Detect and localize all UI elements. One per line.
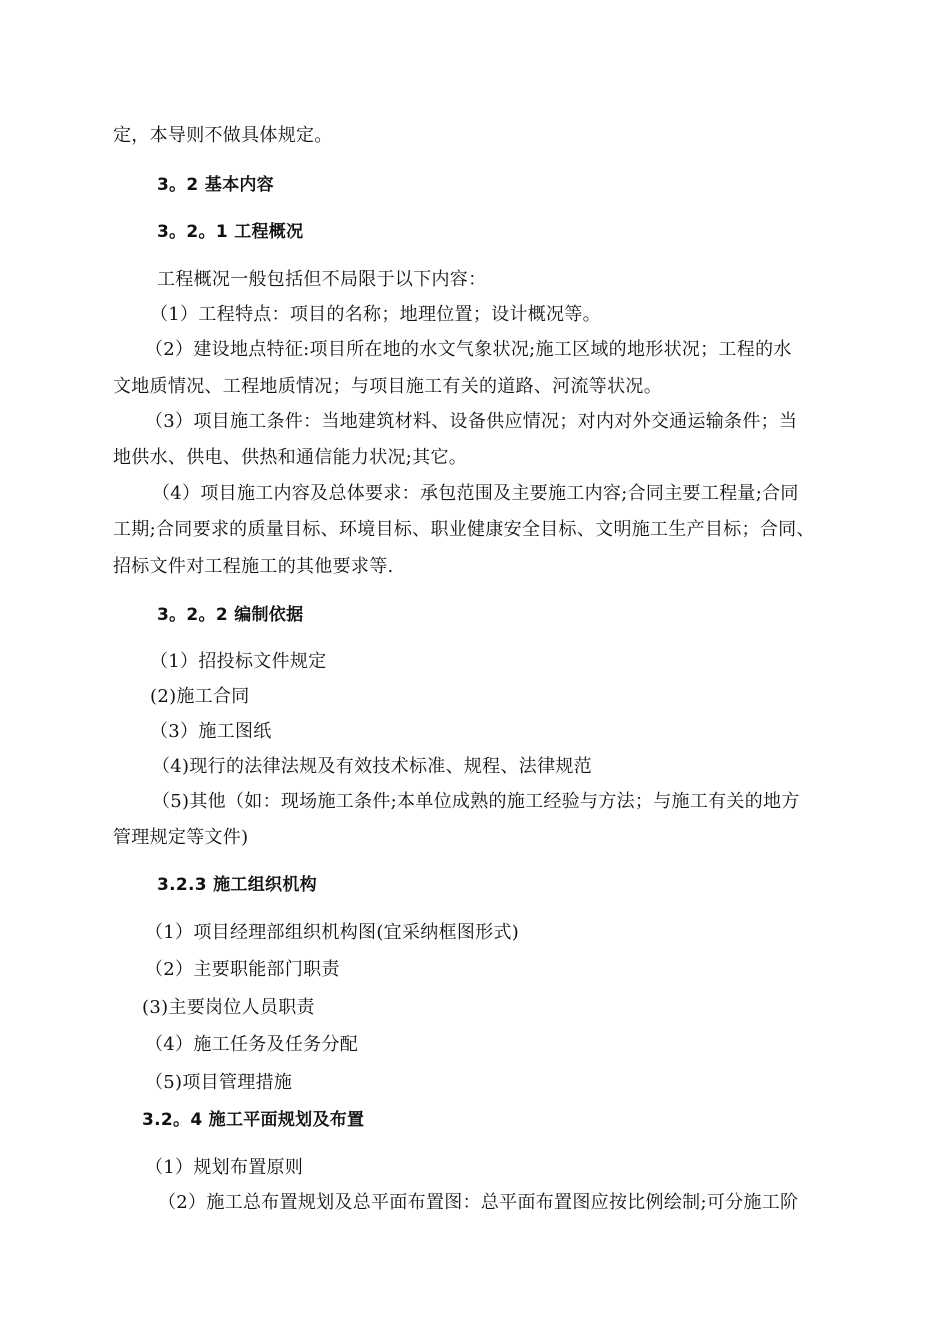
- list-item: （4)现行的法律法规及有效技术标准、规程、法律规范: [152, 756, 592, 777]
- subsection-heading: 3.2。4 施工平面规划及布置: [142, 1110, 365, 1130]
- list-item: (2)施工合同: [150, 686, 250, 707]
- subsection-heading: 3。2。1 工程概况: [157, 222, 304, 242]
- subsection-heading: 3。2。2 编制依据: [157, 605, 304, 625]
- list-item: （2）建设地点特征:项目所在地的水文气象状况;施工区域的地形状况；工程的水: [145, 339, 792, 360]
- list-item: （5)项目管理措施: [145, 1072, 293, 1093]
- paragraph-line: 定，本导则不做具体规定。: [113, 125, 333, 146]
- list-item: （2）主要职能部门职责: [145, 959, 340, 980]
- paragraph-line: 招标文件对工程施工的其他要求等.: [113, 556, 394, 577]
- list-item: （3）施工图纸: [150, 721, 272, 742]
- subsection-heading: 3.2.3 施工组织机构: [157, 875, 317, 895]
- list-item: （5)其他（如：现场施工条件;本单位成熟的施工经验与方法；与施工有关的地方: [152, 791, 800, 812]
- list-item: （3）项目施工条件：当地建筑材料、设备供应情况；对内对外交通运输条件；当: [145, 411, 798, 432]
- list-item: （4）项目施工内容及总体要求：承包范围及主要施工内容;合同主要工程量;合同: [152, 483, 799, 504]
- list-item: （1）工程特点：项目的名称；地理位置；设计概况等。: [150, 304, 601, 325]
- list-item: （1）规划布置原则: [145, 1157, 304, 1178]
- list-item: (3)主要岗位人员职责: [142, 997, 315, 1018]
- paragraph-line: 工程概况一般包括但不局限于以下内容：: [157, 269, 487, 290]
- list-item: （1）项目经理部组织机构图(宜采纳框图形式): [145, 922, 520, 943]
- paragraph-line: 工期;合同要求的质量目标、环境目标、职业健康安全目标、文明施工生产目标；合同、: [113, 519, 815, 540]
- paragraph-line: 管理规定等文件): [113, 827, 249, 848]
- paragraph-line: 文地质情况、工程地质情况；与项目施工有关的道路、河流等状况。: [113, 376, 662, 397]
- list-item: （4）施工任务及任务分配: [145, 1034, 359, 1055]
- list-item: （1）招投标文件规定: [150, 651, 327, 672]
- list-item: （2）施工总布置规划及总平面布置图：总平面布置图应按比例绘制;可分施工阶: [158, 1192, 799, 1213]
- section-heading: 3。2 基本内容: [157, 175, 274, 195]
- paragraph-line: 地供水、供电、供热和通信能力状况;其它。: [113, 447, 468, 468]
